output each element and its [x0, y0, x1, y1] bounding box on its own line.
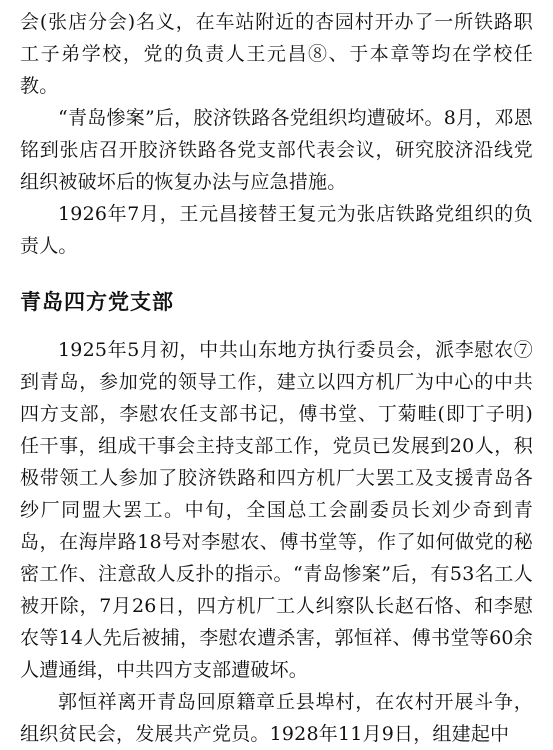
paragraph-qingdao-massacre: “青岛惨案”后，胶济铁路各党组织均遭破坏。8月，邓恩铭到张店召开胶济铁路各党支部代表会议，研究胶济沿线党组织被破坏后的恢复办法与应急措施。	[20, 107, 533, 193]
top-section	[20, 6, 533, 262]
bottom-section	[20, 334, 533, 750]
paragraph-school-continuation: 会(张店分会)名义，在车站附近的杏园村开办了一所铁路职工子弟学校，党的负责人王元昌⑧、于本章等均在学校任教。	[20, 11, 533, 97]
paragraph-1926-leader: 1926年7月，王元昌接替王复元为张店铁路党组织的负责人。	[20, 203, 533, 257]
paragraph-sifang-branch: 1925年5月初，中共山东地方执行委员会，派李慰农⑦到青岛，参加党的领导工作，建立以四方机厂为中心的中共四方支部，李慰农任支部书记，傅书堂、丁菊畦(即丁子明)任干事，组成干事会主持支部工作，党员已发展到20人，积极带领工人参加了胶济铁路和四方机厂大罢工及支援青岛各纱厂同盟大罢工。中旬，全国总工会副委员长刘少奇到青岛，在海岸路18号对李慰农、傅书堂等，作了如何做党的秘密工作、注意敌人反扑的指示。“青岛惨案”后，有53名工人被开除，7月26日，四方机厂工人纠察队长赵石恪、和李慰农等14人先后被捕，李慰农遭杀害，郭恒祥、傅书堂等60余人遭通缉，中共四方支部遭破坏。	[20, 339, 533, 681]
section-heading: 青岛四方党支部	[20, 290, 174, 314]
paragraph-guo-hengxiang: 郭恒祥离开青岛回原籍章丘县埠村，在农村开展斗争，组织贫民会，发展共产党员。1928年11月9日，组建起中	[20, 691, 533, 745]
